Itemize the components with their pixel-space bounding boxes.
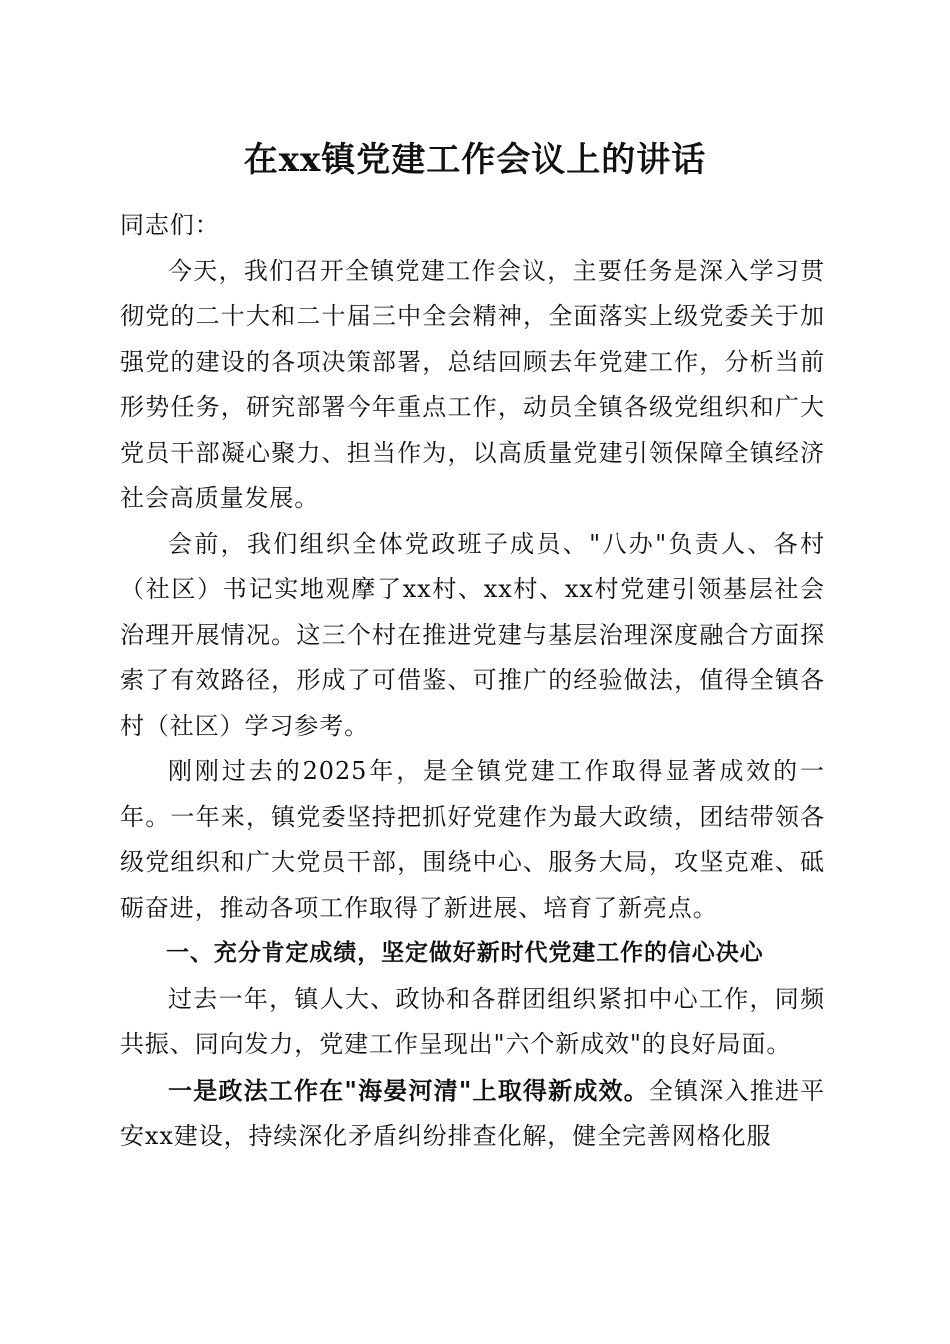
point-text: 全镇深入推进平安xx建设，持续深化矛盾纠纷排查化解，健全完善网格化服 [120,1076,825,1150]
document-body [120,203,825,1160]
point-lead: 一是政法工作在"海晏河清"上取得新成效。 [168,1075,649,1105]
paragraph-point-one [120,1068,825,1160]
section-heading: 一、充分肯定成绩，坚定做好新时代党建工作的信心决心 [166,940,764,966]
document-title: 在xx镇党建工作会议上的讲话 [243,140,707,180]
paragraph-observation: 会前，我们组织全体党政班子成员、"八办"负责人、各村（社区）书记实地观摩了xx村、xx村、xx村党建引领基层社会治理开展情况。这三个村在推进党建与基层治理深度融合方面探索了有效路径，形成了可借鉴、可推广的经验做法，值得全镇各村（社区）学习参考。 [120,529,825,740]
salutation: 同志们： [120,211,220,239]
paragraph-review: 刚刚过去的2025年，是全镇党建工作取得显著成效的一年。一年来，镇党委坚持把抓好党建作为最大政绩，团结带领各级党组织和广大党员干部，围绕中心、服务大局，攻坚克难、砥砺奋进，推动各项工作取得了新进展、培育了新亮点。 [120,757,825,922]
paragraph-intro: 今天，我们召开全镇党建工作会议，主要任务是深入学习贯彻党的二十大和二十届三中全会精神，全面落实上级党委关于加强党的建设的各项决策部署，总结回顾去年党建工作，分析当前形势任务，研究部署今年重点工作，动员全镇各级党组织和广大党员干部凝心聚力、担当作为，以高质量党建引领保障全镇经济社会高质量发展。 [120,256,825,512]
paragraph-section-summary: 过去一年，镇人大、政协和各群团组织紧扣中心工作，同频共振、同向发力，党建工作呈现出"六个新成效"的良好局面。 [120,984,825,1058]
